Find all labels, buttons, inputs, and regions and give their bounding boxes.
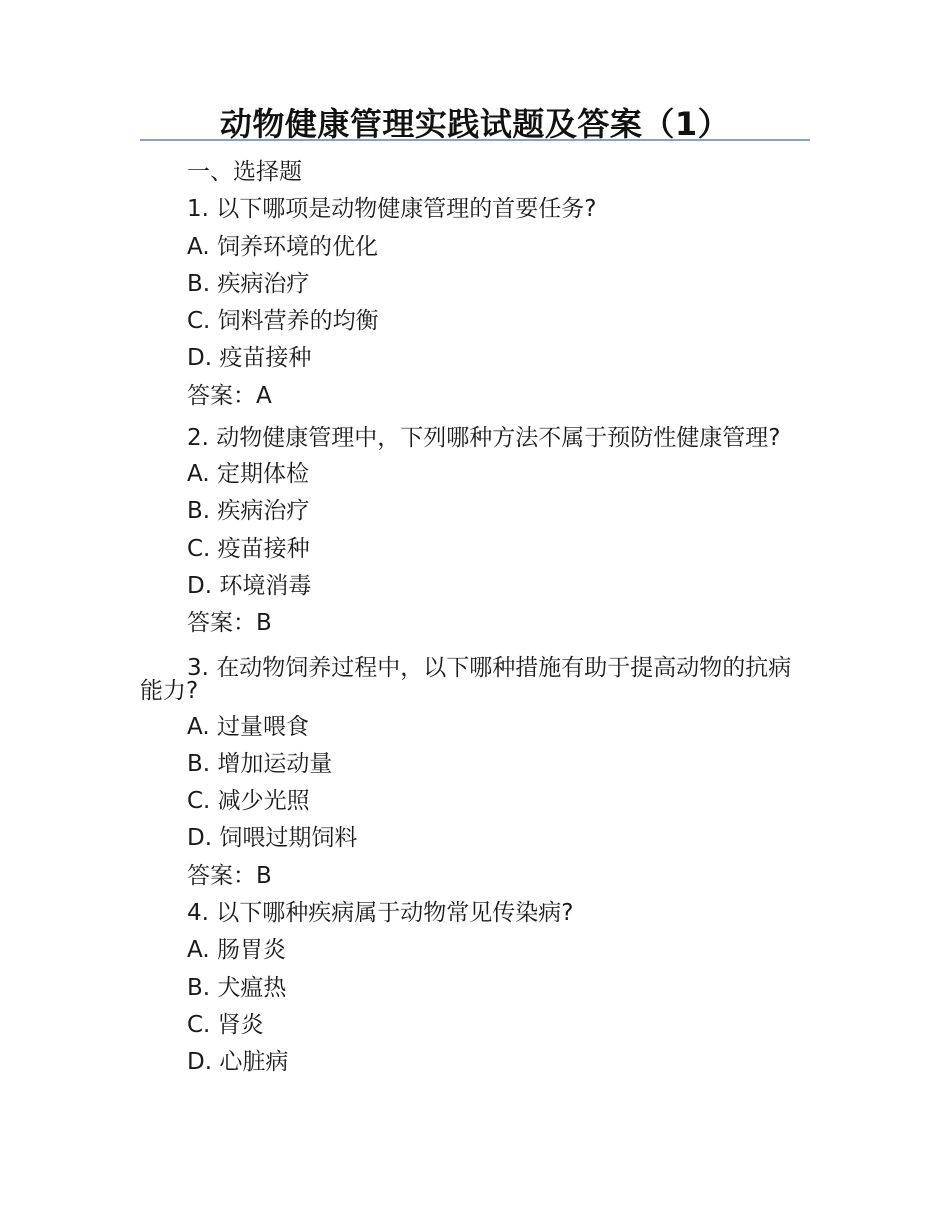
question-stem: 1. 以下哪项是动物健康管理的首要任务? [187,196,597,223]
question-option: B. 增加运动量 [187,750,333,777]
question-option: B. 疾病治疗 [187,498,310,525]
question-option: A. 肠胃炎 [187,937,286,964]
question-option: A. 饲养环境的优化 [187,233,378,260]
question-answer: 答案：B [187,610,272,637]
question-option: C. 减少光照 [187,788,310,815]
question-answer: 答案：A [187,382,272,409]
question-stem: 4. 以下哪种疾病属于动物常见传染病? [187,900,574,927]
question-option: D. 环境消毒 [187,572,312,599]
question-option: A. 定期体检 [187,461,309,488]
question-option: B. 疾病治疗 [187,270,310,297]
question-option: C. 饲料营养的均衡 [187,308,379,335]
document-body [140,154,810,1082]
question-answer: 答案：B [187,862,272,889]
question-option: A. 过量喂食 [187,713,309,740]
document-title: 动物健康管理实践试题及答案（1） [219,105,731,143]
question-stem: 3. 在动物饲养过程中，以下哪种措施有助于提高动物的抗病能力? [140,654,792,704]
section-heading: 一、选择题 [187,159,302,185]
question-option: C. 疫苗接种 [187,535,310,562]
question-option: C. 肾炎 [187,1011,264,1038]
question-option: B. 犬瘟热 [187,974,287,1001]
question-option: D. 饲喂过期饲料 [187,825,358,852]
question-stem: 2. 动物健康管理中，下列哪种方法不属于预防性健康管理? [187,425,781,452]
title-underline [140,139,810,141]
question-option: D. 疫苗接种 [187,345,312,372]
question-option: D. 心脏病 [187,1049,289,1076]
